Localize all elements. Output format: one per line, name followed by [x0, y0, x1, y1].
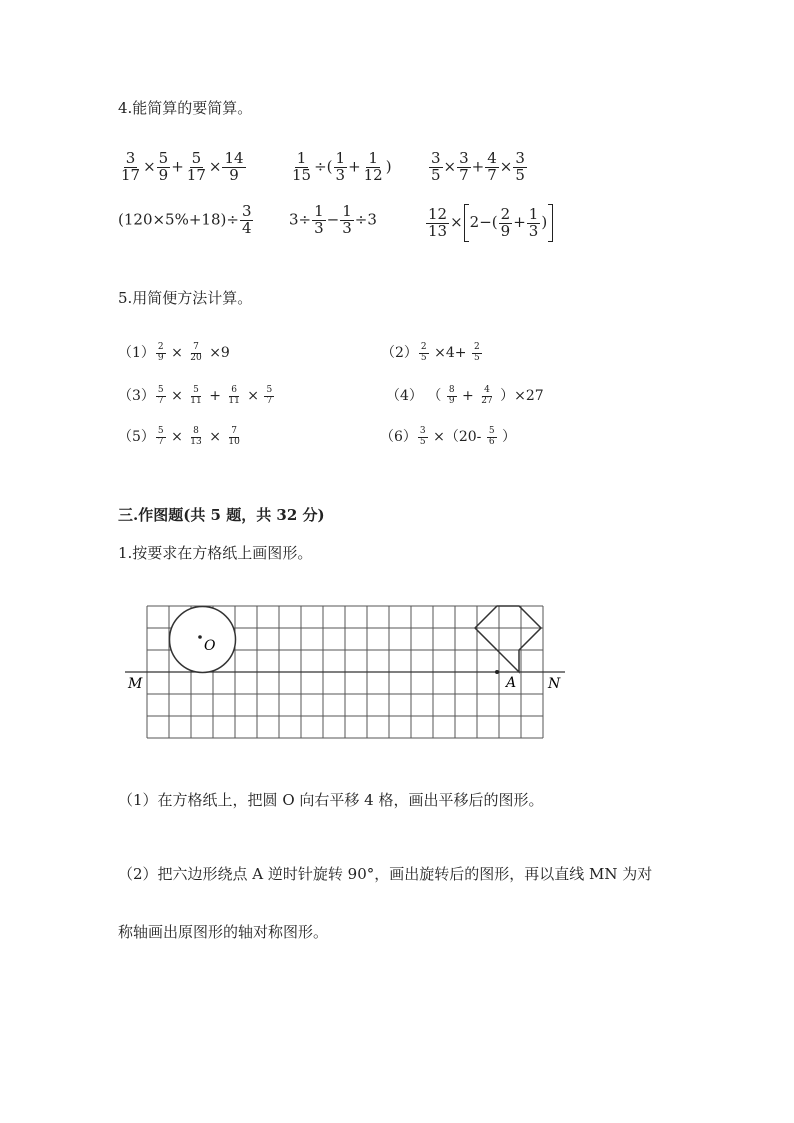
q1-step-2: （2）把六边形绕点 A 逆时针旋转 90°，画出旋转后的图形，再以直线 MN 为对: [118, 865, 653, 883]
q4-expr-5: 3÷ $\frac{1}{3}$ − $\frac{1}{3}$ ÷3: [289, 202, 377, 237]
circle-label: O: [204, 638, 216, 654]
q4-expr-1: $\frac{3}{17}$ × $\frac{5}{9}$ + $\frac{5}{17}$ × $\frac{14}{9}$: [121, 149, 244, 184]
q4-expr-6: $\frac{12}{13}$ × 2−( $\frac{2}{9}$ + $\frac{1}{3}$ ): [425, 204, 554, 242]
q5-title: 5.用简便方法计算。: [118, 289, 253, 307]
q5-problem-6: （6） $\frac{3}{5}$ ×（20- $\frac{5}{6}$ ）: [380, 426, 517, 447]
q5-problem-2: （2） $\frac{2}{5}$ ×4+ $\frac{2}{5}$: [381, 342, 480, 363]
q4-expr-2: $\frac{1}{15}$ ÷( $\frac{1}{3}$ + $\frac{1}{12}$ ): [292, 149, 392, 184]
grid-figure: [120, 596, 570, 746]
q1-title: 1.按要求在方格纸上画图形。: [118, 544, 313, 562]
point-a-label: A: [506, 675, 517, 691]
circle-center-dot: [198, 635, 202, 639]
q5-problem-3: （3） $\frac{5}{7}$ × $\frac{5}{11}$ + $\frac{6}{11}$ × $\frac{5}{7}$: [118, 385, 273, 406]
hexagon: [475, 606, 541, 672]
section-3-title: 三.作图题(共 5 题，共 32 分): [118, 506, 325, 524]
q1-step-1: （1）在方格纸上，把圆 O 向右平移 4 格，画出平移后的图形。: [118, 791, 544, 809]
left-bracket: [464, 204, 469, 242]
circle-o: [170, 607, 236, 673]
point-a-dot: [495, 670, 499, 674]
q5-problem-1: （1） $\frac{2}{9}$ × $\frac{7}{20}$ ×9: [118, 342, 230, 363]
right-bracket: [548, 204, 553, 242]
q4-expr-4: (120×5%+18)÷ $\frac{3}{4}$: [118, 202, 252, 237]
q1-step-2-continued: 称轴画出原图形的轴对称图形。: [118, 923, 329, 941]
q4-expr-3: $\frac{3}{5}$ × $\frac{3}{7}$ + $\frac{4}{7}$ × $\frac{3}{5}$: [431, 149, 525, 184]
q5-problem-5: （5） $\frac{5}{7}$ × $\frac{8}{13}$ × $\frac{7}{10}$: [118, 426, 240, 447]
q4-title: 4.能简算的要简算。: [118, 99, 253, 117]
line-n-label: N: [548, 676, 561, 692]
q5-problem-4: （4） （ $\frac{8}{9}$ + $\frac{4}{27}$ ）×27: [386, 385, 544, 406]
line-m-label: M: [128, 676, 143, 692]
